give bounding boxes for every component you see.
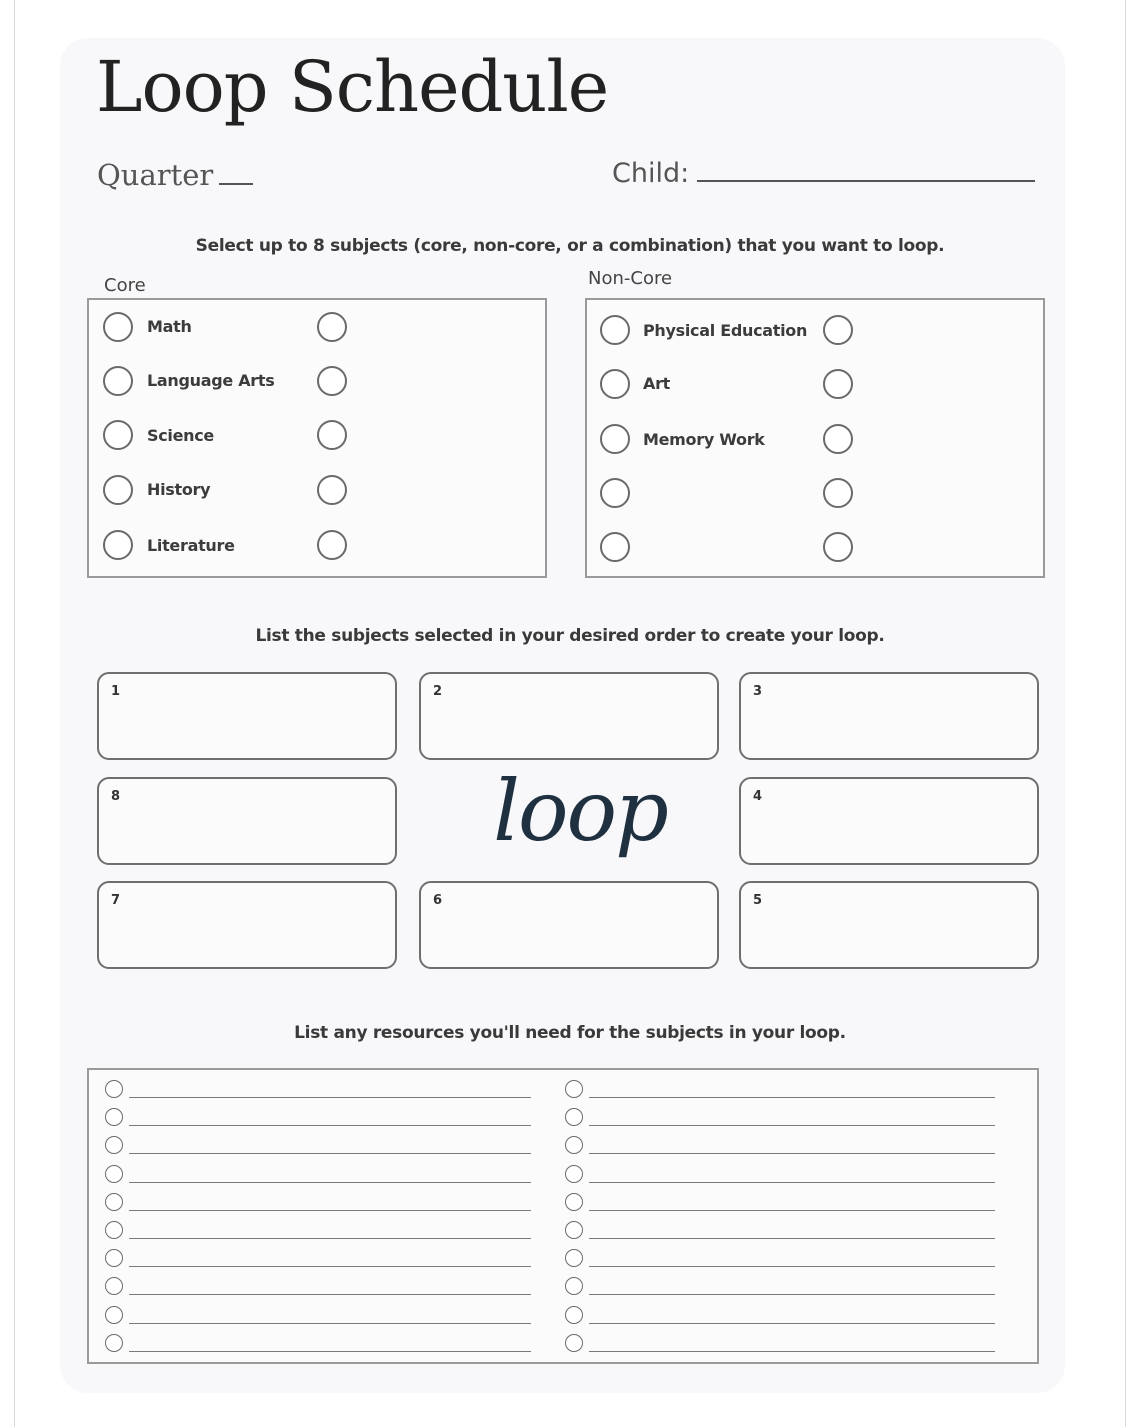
slot-number: 2 bbox=[433, 684, 443, 699]
slot-number: 1 bbox=[111, 684, 121, 699]
resource-checkbox[interactable] bbox=[565, 1306, 583, 1324]
slot-number: 6 bbox=[433, 893, 443, 908]
resource-checkbox[interactable] bbox=[565, 1080, 583, 1098]
non-core-radio-blank[interactable] bbox=[600, 478, 630, 508]
resource-line[interactable] bbox=[129, 1097, 531, 1098]
resource-item[interactable] bbox=[565, 1221, 995, 1241]
slot-number: 3 bbox=[753, 684, 763, 699]
non-core-radio-blank[interactable] bbox=[823, 478, 853, 508]
core-option-label: Language Arts bbox=[147, 371, 275, 390]
child-field[interactable] bbox=[612, 158, 1035, 189]
resource-line[interactable] bbox=[129, 1153, 531, 1154]
resource-line[interactable] bbox=[589, 1351, 995, 1352]
resource-checkbox[interactable] bbox=[565, 1221, 583, 1239]
resource-item[interactable] bbox=[565, 1249, 995, 1269]
resource-checkbox[interactable] bbox=[105, 1136, 123, 1154]
core-radio-math[interactable] bbox=[103, 312, 133, 342]
resource-item[interactable] bbox=[105, 1277, 531, 1297]
slot-number: 5 bbox=[753, 893, 763, 908]
non-core-label: Non-Core bbox=[588, 268, 673, 289]
child-blank[interactable] bbox=[697, 158, 1035, 182]
non-core-radio-blank[interactable] bbox=[823, 424, 853, 454]
resource-item[interactable] bbox=[105, 1221, 531, 1241]
resource-checkbox[interactable] bbox=[105, 1080, 123, 1098]
child-label: Child: bbox=[612, 158, 690, 189]
non-core-box bbox=[585, 298, 1045, 578]
core-label: Core bbox=[104, 275, 146, 296]
resource-item[interactable] bbox=[565, 1193, 995, 1213]
resource-checkbox[interactable] bbox=[565, 1108, 583, 1126]
core-radio-blank[interactable] bbox=[317, 530, 347, 560]
non-core-radio-blank[interactable] bbox=[823, 532, 853, 562]
resource-item[interactable] bbox=[105, 1193, 531, 1213]
resource-line[interactable] bbox=[129, 1125, 531, 1126]
quarter-field[interactable] bbox=[97, 158, 253, 192]
resources-box bbox=[87, 1068, 1039, 1364]
core-radio-science[interactable] bbox=[103, 420, 133, 450]
resource-checkbox[interactable] bbox=[105, 1165, 123, 1183]
resource-checkbox[interactable] bbox=[105, 1193, 123, 1211]
core-radio-blank[interactable] bbox=[317, 312, 347, 342]
non-core-radio-physical-education[interactable] bbox=[600, 315, 630, 345]
resource-item[interactable] bbox=[105, 1165, 531, 1185]
quarter-label: Quarter bbox=[97, 158, 214, 192]
resource-line[interactable] bbox=[589, 1125, 995, 1126]
resource-item[interactable] bbox=[565, 1306, 995, 1326]
resource-line[interactable] bbox=[589, 1097, 995, 1098]
resource-item[interactable] bbox=[105, 1306, 531, 1326]
resource-line[interactable] bbox=[589, 1210, 995, 1211]
resource-item[interactable] bbox=[565, 1277, 995, 1297]
non-core-radio-art[interactable] bbox=[600, 369, 630, 399]
resource-checkbox[interactable] bbox=[105, 1277, 123, 1295]
resource-line[interactable] bbox=[129, 1210, 531, 1211]
non-core-option-label: Physical Education bbox=[643, 321, 808, 340]
core-radio-blank[interactable] bbox=[317, 366, 347, 396]
resource-item[interactable] bbox=[565, 1165, 995, 1185]
resource-line[interactable] bbox=[589, 1153, 995, 1154]
resource-checkbox[interactable] bbox=[565, 1136, 583, 1154]
quarter-blank[interactable] bbox=[219, 161, 253, 185]
resource-line[interactable] bbox=[589, 1182, 995, 1183]
resources-instruction: List any resources you'll need for the subjects in your loop. bbox=[294, 1023, 846, 1043]
core-radio-history[interactable] bbox=[103, 475, 133, 505]
slot-number: 4 bbox=[753, 789, 763, 804]
resource-item[interactable] bbox=[105, 1108, 531, 1128]
resource-line[interactable] bbox=[129, 1266, 531, 1267]
non-core-option-label: Memory Work bbox=[643, 430, 765, 449]
resource-item[interactable] bbox=[105, 1249, 531, 1269]
loop-slot-1[interactable] bbox=[97, 672, 397, 760]
core-option-label: Science bbox=[147, 426, 214, 445]
loop-slot-6[interactable] bbox=[419, 881, 719, 969]
loop-slot-3[interactable] bbox=[739, 672, 1039, 760]
resource-item[interactable] bbox=[105, 1334, 531, 1354]
resource-checkbox[interactable] bbox=[105, 1334, 123, 1352]
resource-line[interactable] bbox=[129, 1323, 531, 1324]
core-radio-literature[interactable] bbox=[103, 530, 133, 560]
resource-item[interactable] bbox=[565, 1080, 995, 1100]
page-title: Loop Schedule bbox=[96, 46, 609, 128]
slot-number: 7 bbox=[111, 893, 121, 908]
loop-slot-7[interactable] bbox=[97, 881, 397, 969]
slot-number: 8 bbox=[111, 789, 121, 804]
core-option-label: History bbox=[147, 480, 211, 499]
core-radio-blank[interactable] bbox=[317, 475, 347, 505]
resource-checkbox[interactable] bbox=[105, 1249, 123, 1267]
core-box bbox=[87, 298, 547, 578]
non-core-radio-blank[interactable] bbox=[823, 315, 853, 345]
resource-item[interactable] bbox=[565, 1108, 995, 1128]
resource-line[interactable] bbox=[129, 1351, 531, 1352]
loop-slot-4[interactable] bbox=[739, 777, 1039, 865]
resource-checkbox[interactable] bbox=[105, 1221, 123, 1239]
resource-line[interactable] bbox=[129, 1182, 531, 1183]
select-instruction: Select up to 8 subjects (core, non-core, or a combination) that you want to loop. bbox=[195, 236, 945, 256]
non-core-option-label: Art bbox=[643, 374, 671, 393]
resource-checkbox[interactable] bbox=[565, 1334, 583, 1352]
resource-line[interactable] bbox=[129, 1294, 531, 1295]
resource-checkbox[interactable] bbox=[565, 1193, 583, 1211]
non-core-radio-memory-work[interactable] bbox=[600, 424, 630, 454]
core-radio-language-arts[interactable] bbox=[103, 366, 133, 396]
non-core-radio-blank[interactable] bbox=[823, 369, 853, 399]
resource-item[interactable] bbox=[565, 1136, 995, 1156]
resource-item[interactable] bbox=[105, 1136, 531, 1156]
order-instruction: List the subjects selected in your desired order to create your loop. bbox=[255, 626, 885, 646]
loop-slot-5[interactable] bbox=[739, 881, 1039, 969]
core-option-label: Literature bbox=[147, 536, 235, 555]
loop-slot-2[interactable] bbox=[419, 672, 719, 760]
resource-checkbox[interactable] bbox=[105, 1306, 123, 1324]
loop-logo: loop bbox=[493, 762, 667, 860]
resource-line[interactable] bbox=[589, 1266, 995, 1267]
loop-slot-8[interactable] bbox=[97, 777, 397, 865]
non-core-radio-blank[interactable] bbox=[600, 532, 630, 562]
resource-checkbox[interactable] bbox=[565, 1249, 583, 1267]
resource-line[interactable] bbox=[129, 1238, 531, 1239]
resource-checkbox[interactable] bbox=[565, 1277, 583, 1295]
resource-item[interactable] bbox=[105, 1080, 531, 1100]
core-radio-blank[interactable] bbox=[317, 420, 347, 450]
resource-checkbox[interactable] bbox=[565, 1165, 583, 1183]
resource-item[interactable] bbox=[565, 1334, 995, 1354]
resource-line[interactable] bbox=[589, 1323, 995, 1324]
resource-checkbox[interactable] bbox=[105, 1108, 123, 1126]
core-option-label: Math bbox=[147, 317, 192, 336]
resource-line[interactable] bbox=[589, 1238, 995, 1239]
resource-line[interactable] bbox=[589, 1294, 995, 1295]
